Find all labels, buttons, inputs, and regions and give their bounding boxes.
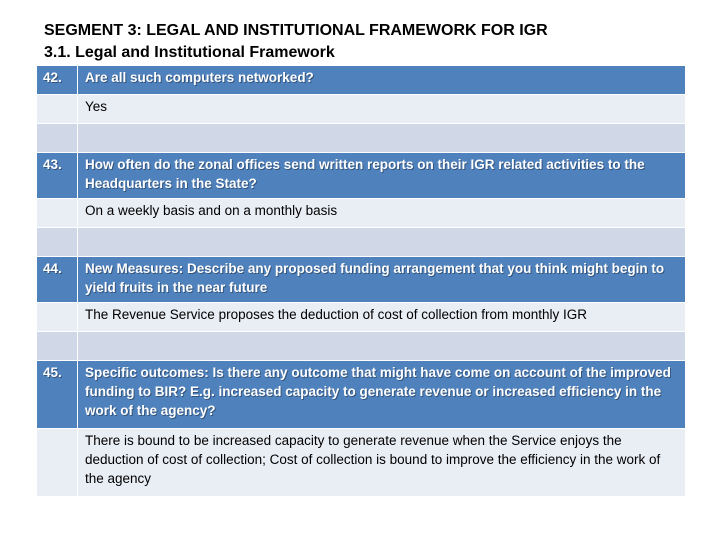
answer-row bbox=[37, 95, 686, 124]
blank-row bbox=[37, 228, 686, 257]
question-number: 42. bbox=[37, 66, 78, 95]
blank-cell bbox=[78, 124, 686, 153]
answer-row bbox=[37, 199, 686, 228]
blank-row bbox=[37, 124, 686, 153]
question-text: How often do the zonal offices send written reports on their IGR related activities to the Headquarters in the State? bbox=[78, 153, 686, 199]
answer-spacer bbox=[37, 429, 78, 497]
question-row bbox=[37, 361, 686, 429]
page-heading bbox=[44, 20, 684, 64]
question-number: 45. bbox=[37, 361, 78, 429]
questionnaire-table bbox=[37, 66, 686, 497]
answer-text: On a weekly basis and on a monthly basis bbox=[78, 199, 686, 228]
answer-spacer bbox=[37, 199, 78, 228]
question-row bbox=[37, 153, 686, 199]
blank-cell bbox=[37, 228, 78, 257]
section-title: 3.1. Legal and Institutional Framework bbox=[44, 44, 335, 61]
blank-cell bbox=[78, 332, 686, 361]
blank-cell bbox=[37, 124, 78, 153]
question-number: 43. bbox=[37, 153, 78, 199]
blank-cell bbox=[37, 332, 78, 361]
blank-cell bbox=[78, 228, 686, 257]
answer-text: Yes bbox=[78, 95, 686, 124]
question-text: Specific outcomes: Is there any outcome that might have come on account of the improved funding to BIR? E.g. increased capacity to generate revenue or increased efficiency in the work of the agency? bbox=[78, 361, 686, 429]
answer-spacer bbox=[37, 95, 78, 124]
question-row bbox=[37, 257, 686, 303]
question-number: 44. bbox=[37, 257, 78, 303]
answer-row bbox=[37, 429, 686, 497]
segment-title: SEGMENT 3: LEGAL AND INSTITUTIONAL FRAMEWORK FOR IGR bbox=[44, 22, 548, 39]
question-row bbox=[37, 66, 686, 95]
question-text: New Measures: Describe any proposed funding arrangement that you think might begin to yield fruits in the near future bbox=[78, 257, 686, 303]
answer-text: There is bound to be increased capacity to generate revenue when the Service enjoys the deduction of cost of collection; Cost of collection is bound to improve the efficiency in the work of the agency bbox=[78, 429, 686, 497]
answer-row bbox=[37, 303, 686, 332]
question-text: Are all such computers networked? bbox=[78, 66, 686, 95]
answer-spacer bbox=[37, 303, 78, 332]
answer-text: The Revenue Service proposes the deduction of cost of collection from monthly IGR bbox=[78, 303, 686, 332]
blank-row bbox=[37, 332, 686, 361]
